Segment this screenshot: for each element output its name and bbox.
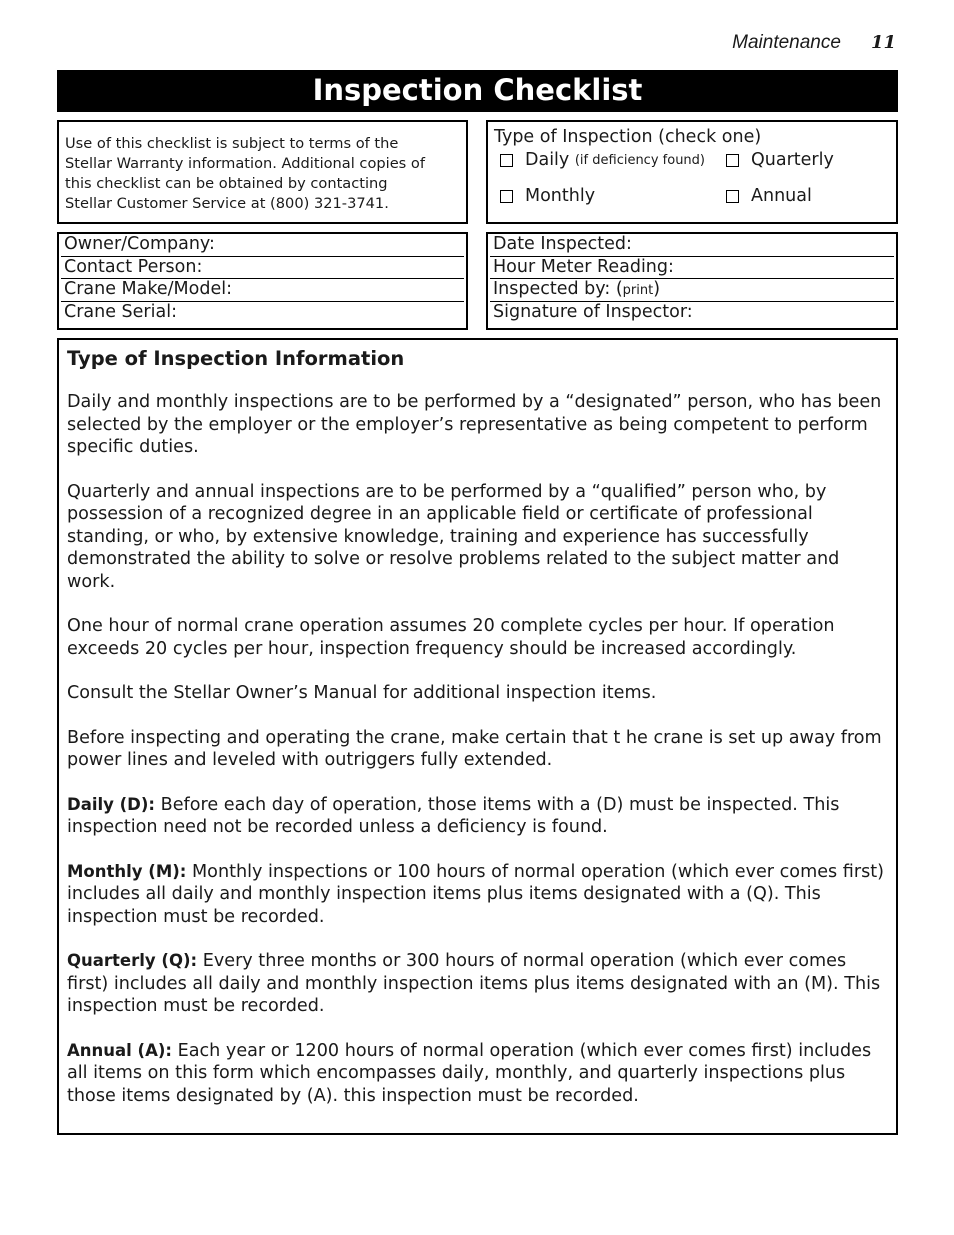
annual-label: Annual xyxy=(751,186,812,206)
quarterly-option[interactable] xyxy=(726,150,834,170)
monthly-checkbox[interactable] xyxy=(500,190,513,203)
daily-option[interactable] xyxy=(500,150,726,170)
daily-note: (if deficiency found) xyxy=(574,152,705,168)
daily-checkbox[interactable] xyxy=(500,154,513,167)
info-paragraph: Daily and monthly inspections are to be performed by a “designated” person, who has been selected by the employer or the employer’s representative as being competent to perform specific duties. xyxy=(67,392,882,457)
hour-meter-field[interactable]: Hour Meter Reading: xyxy=(490,257,894,280)
terms-line: Stellar Customer Service at (800) 321-3741. xyxy=(65,195,389,212)
annual-term: Annual (A): xyxy=(67,1040,172,1060)
signature-field[interactable]: Signature of Inspector: xyxy=(493,301,693,322)
page-number: 11 xyxy=(870,32,896,53)
inspection-record-fields xyxy=(486,232,898,330)
date-field[interactable]: Date Inspected: xyxy=(490,234,894,257)
info-paragraph: Consult the Stellar Owner’s Manual for additional inspection items. xyxy=(67,683,657,703)
monthly-text: Monthly inspections or 100 hours of normal operation (which ever comes first) includes all daily and monthly inspection items plus items designated with a (Q). This inspection must be recorded. xyxy=(67,861,885,927)
daily-text: Before each day of operation, those items with a (D) must be inspected. This inspection need not be recorded unless a deficiency is found. xyxy=(67,794,840,837)
quarterly-definition xyxy=(67,950,888,1018)
inspection-type-selector xyxy=(486,120,898,224)
daily-label: Daily xyxy=(525,150,570,170)
check-row xyxy=(500,150,834,170)
info-paragraph: Before inspecting and operating the crane, make certain that t he crane is set up away from power lines and leveled with outriggers fully extended. xyxy=(67,727,882,770)
daily-term: Daily (D): xyxy=(67,794,156,814)
crane-info-fields xyxy=(57,232,468,330)
section-name: Maintenance xyxy=(732,32,841,53)
annual-checkbox[interactable] xyxy=(726,190,739,203)
monthly-label: Monthly xyxy=(525,186,596,206)
terms-line: Use of this checklist is subject to terms of the xyxy=(65,135,399,152)
serial-field[interactable]: Crane Serial: xyxy=(64,301,177,322)
terms-notice xyxy=(57,120,468,224)
inspected-by-close: ) xyxy=(653,279,661,299)
annual-definition xyxy=(67,1040,888,1108)
inspection-type-heading: Type of Inspection (check one) xyxy=(494,127,762,147)
terms-line: this checklist can be obtained by contacting xyxy=(65,175,388,192)
info-paragraph: One hour of normal crane operation assumes 20 complete cycles per hour. If operation exceeds 20 cycles per hour, inspection frequency should be increased accordingly. xyxy=(67,616,835,659)
quarterly-text: Every three months or 300 hours of normal operation (which ever comes first) includes all daily and monthly inspection items plus items designated with an (M). This inspection must be recorded. xyxy=(67,951,881,1016)
quarterly-term: Quarterly (Q): xyxy=(67,951,198,970)
info-heading: Type of Inspection Information xyxy=(67,347,405,370)
check-row xyxy=(500,186,812,206)
inspected-by-field[interactable] xyxy=(490,279,894,302)
quarterly-checkbox[interactable] xyxy=(726,154,739,167)
monthly-definition xyxy=(67,861,888,929)
daily-definition xyxy=(67,794,888,839)
page-title: Inspection Checklist xyxy=(57,70,898,112)
terms-line: Stellar Warranty information. Additional copies of xyxy=(65,155,425,172)
make-model-field[interactable]: Crane Make/Model: xyxy=(61,279,464,302)
page-header xyxy=(732,32,896,54)
monthly-term: Monthly (M): xyxy=(67,861,187,881)
owner-field[interactable]: Owner/Company: xyxy=(61,234,464,257)
quarterly-label: Quarterly xyxy=(751,150,834,170)
inspected-by-label: Inspected by: ( xyxy=(493,279,623,299)
inspected-by-note: print xyxy=(622,283,654,298)
contact-field[interactable]: Contact Person: xyxy=(61,257,464,280)
annual-text: Each year or 1200 hours of normal operation (which ever comes first) includes all items on this form which encompasses daily, monthly, and quarterly inspections plus those items designated by (A). this inspection must be recorded. xyxy=(67,1040,872,1106)
inspection-info-section xyxy=(57,338,898,1135)
info-paragraph: Quarterly and annual inspections are to be performed by a “qualified” person who, by possession of a recognized degree in an applicable field or certificate of professional standing, or who, by extensive knowledge, training and experience has successfully demonstrated the ability to solve or resolve problems related to the subject matter and work. xyxy=(67,481,840,592)
monthly-option[interactable] xyxy=(500,186,726,206)
annual-option[interactable] xyxy=(726,186,812,206)
